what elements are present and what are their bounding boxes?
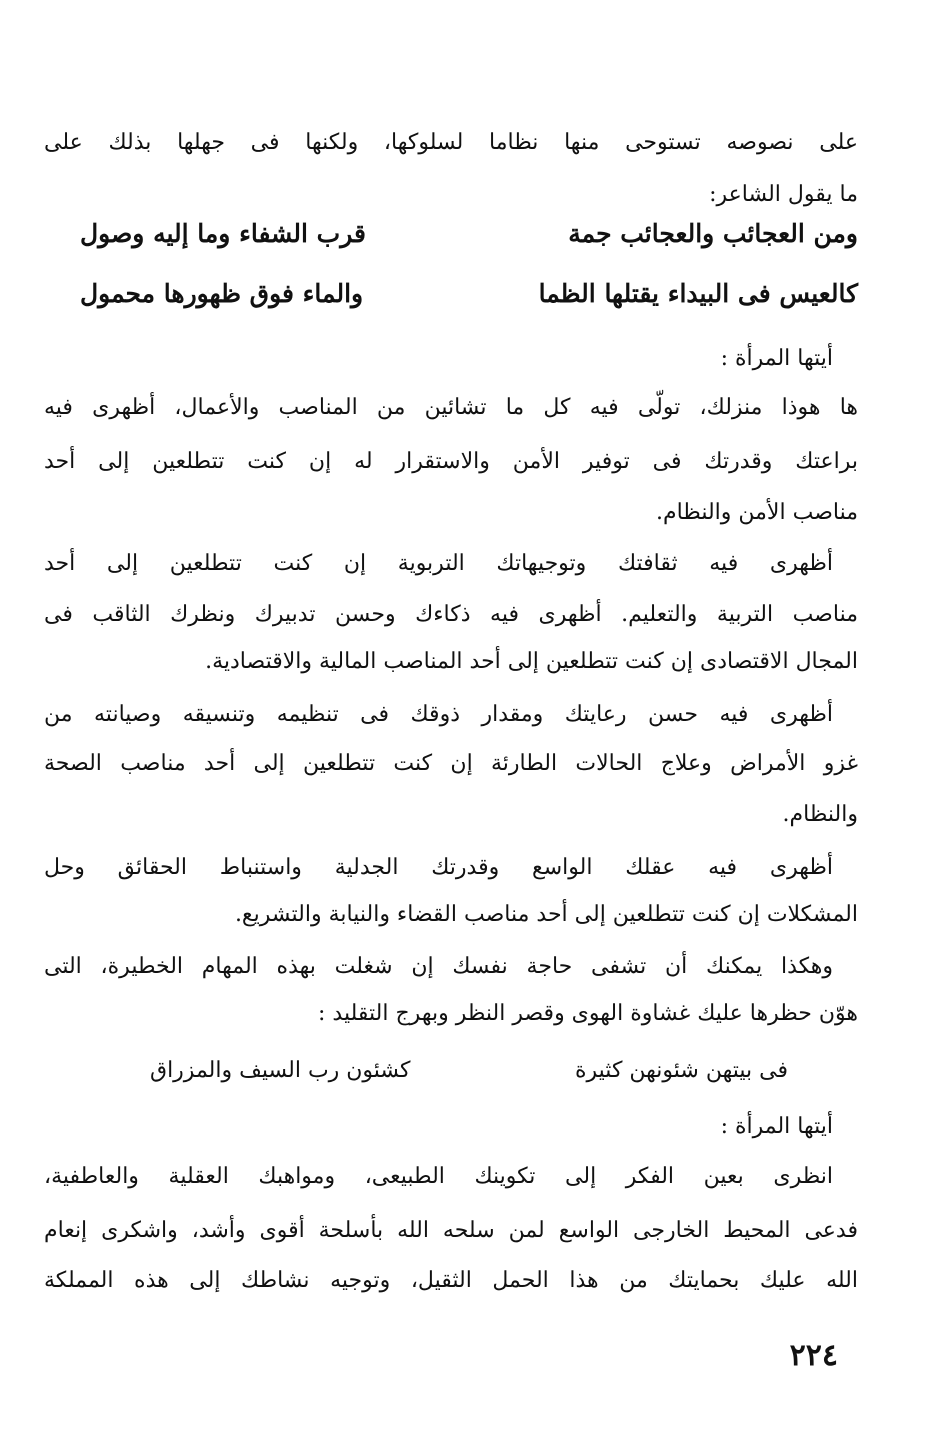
text-line: المشكلات إن كنت تتطلعين إلى أحد مناصب القضاء والنيابة والتشريع. (234, 902, 858, 927)
text-line: ها هوذا منزلك، تولّى فيه كل ما تشائين من المناصب والأعمال، أظهرى فيه (44, 395, 858, 420)
verse-hemistich: فى بيتهن شئونهن كثيرة (575, 1058, 788, 1083)
text-line: مناصب الأمن والنظام. (655, 500, 858, 525)
verse-hemistich: كالعيس فى البيداء يقتلها الظما (538, 279, 858, 308)
text-line: هوّن حظرها عليك غشاوة الهوى وقصر النظر وبهرج التقليد : (318, 1001, 858, 1026)
text-line: غزو الأمراض وعلاج الحالات الطارئة إن كنت تتطلعين إلى أحد مناصب الصحة (44, 751, 858, 776)
verse-hemistich: كشئون رب السيف والمزراق (150, 1058, 411, 1083)
verse-line (150, 1054, 788, 1088)
text-line: براعتك وقدرتك فى توفير الأمن والاستقرار له إن كنت تتطلعين إلى أحد (44, 449, 858, 474)
text-line: أظهرى فيه حسن رعايتك ومقدار ذوقك فى تنظيمه وتنسيقه وصيانته من (44, 702, 833, 727)
text-line: وهكذا يمكنك أن تشفى حاجة نفسك إن شغلت بهذه المهام الخطيرة، التى (44, 954, 833, 979)
text-line: أظهرى فيه ثقافتك وتوجيهاتك التربوية إن كنت تتطلعين إلى أحد (44, 551, 833, 576)
text-line: أظهرى فيه عقلك الواسع وقدرتك الجدلية واستنباط الحقائق وحل (44, 855, 833, 880)
text-line: والنظام. (782, 802, 858, 827)
verse-hemistich: قرب الشفاء وما إليه وصول (80, 219, 366, 248)
verse-line (80, 214, 858, 254)
text-line: المجال الاقتصادى إن كنت تتطلعين إلى أحد المناصب المالية والاقتصادية. (205, 649, 858, 674)
text-line: مناصب التربية والتعليم. أظهرى فيه ذكاءك وحسن تدبيرك ونظرك الثاقب فى (44, 602, 858, 627)
page-number: ٢٢٤ (789, 1338, 838, 1373)
verse-hemistich: ومن العجائب والعجائب جمة (568, 219, 858, 248)
section-heading: أيتها المرأة : (720, 346, 833, 371)
text-line: ما يقول الشاعر: (709, 182, 858, 207)
verse-line (80, 274, 858, 314)
text-line: فدعى المحيط الخارجى الواسع لمن سلحه الله بأسلحة أقوى وأشد، واشكرى إنعام (44, 1218, 858, 1243)
verse-hemistich: والماء فوق ظهورها محمول (80, 279, 364, 308)
text-line: على نصوصه تستوحى منها نظاما لسلوكها، ولكنها فى جهلها بذلك على (44, 130, 858, 155)
text-line: انظرى بعين الفكر إلى تكوينك الطبيعى، ومواهبك العقلية والعاطفية، (44, 1164, 833, 1189)
text-line: الله عليك بحمايتك من هذا الحمل الثقيل، وتوجيه نشاطك إلى هذه المملكة (44, 1268, 858, 1293)
section-heading: أيتها المرأة : (720, 1114, 833, 1139)
